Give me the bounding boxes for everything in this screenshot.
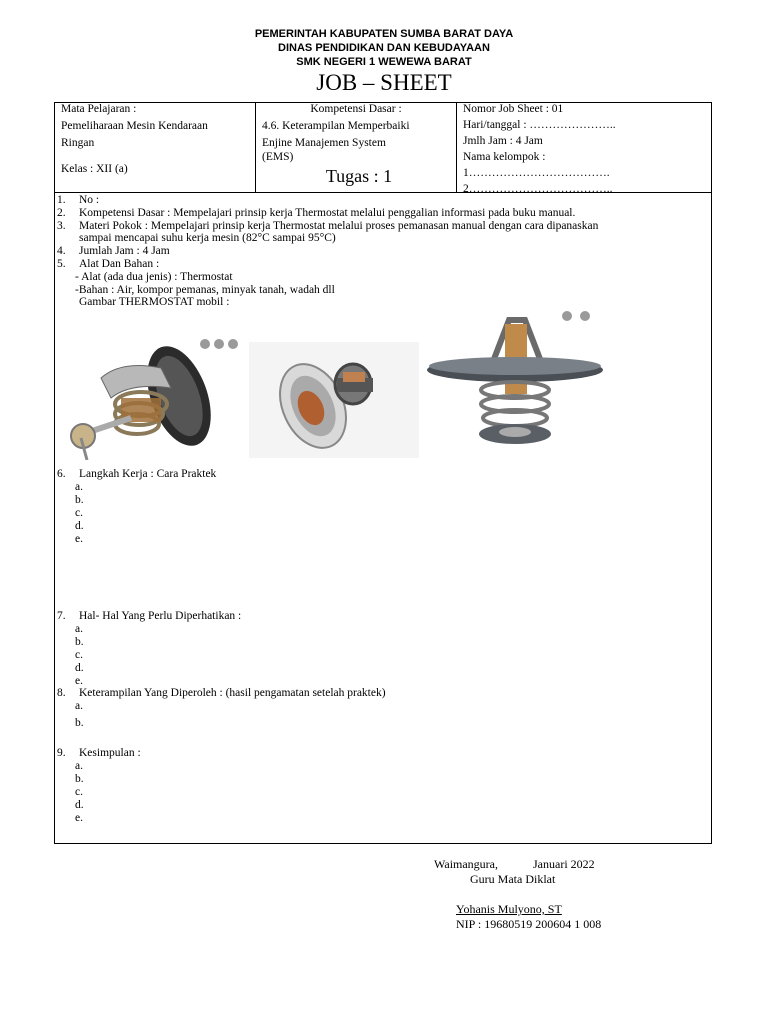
list-marker: a. [75, 700, 83, 712]
list-marker: a. [75, 481, 83, 493]
header-line-1: PEMERINTAH KABUPATEN SUMBA BARAT DAYA [254, 28, 514, 40]
image-control-icon [580, 311, 590, 321]
info-table [55, 103, 711, 193]
subject-cell [55, 103, 255, 192]
signature-role: Guru Mata Diklat [470, 872, 556, 886]
date-field: Hari/tanggal : ………………….. [463, 119, 616, 131]
item-sub-text: - Alat (ada dua jenis) : Thermostat [75, 271, 233, 283]
group-member-2: 2……………………………….. [463, 183, 613, 195]
list-marker: a. [75, 623, 83, 635]
job-sheet-box [54, 102, 712, 844]
competency-value-end: (EMS) [262, 151, 294, 163]
list-marker: e. [75, 675, 83, 687]
thermostat-image-1 [61, 338, 245, 460]
subject-label: Mata Pelajaran : [61, 103, 137, 115]
list-marker: c. [75, 786, 83, 798]
item-text: Hal- Hal Yang Perlu Diperhatikan : [79, 610, 242, 622]
list-marker: e. [75, 533, 83, 545]
item-text: Alat Dan Bahan : [79, 258, 160, 270]
item-number: 7. [57, 610, 66, 622]
signature-place: Waimangura, [434, 857, 499, 871]
list-marker: e. [75, 812, 83, 824]
class-label: Kelas : XII (a) [61, 163, 128, 175]
thermostat-image-2 [249, 342, 419, 458]
item-number: 3. [57, 220, 66, 232]
list-marker: d. [75, 799, 84, 811]
list-marker: c. [75, 507, 83, 519]
subject-value-cont: Ringan [61, 137, 95, 149]
item-text: Jumlah Jam : 4 Jam [79, 245, 170, 257]
item-number: 1. [57, 194, 66, 206]
task-number: Tugas : 1 [325, 166, 393, 186]
item-text: No : [79, 194, 100, 206]
item-sub-text: -Bahan : Air, kompor pemanas, minyak tanah, wadah dll [75, 284, 335, 296]
list-marker: b. [75, 717, 84, 729]
item-number: 6. [57, 468, 66, 480]
group-label: Nama kelompok : [463, 151, 546, 163]
list-marker: d. [75, 520, 84, 532]
header-line-3: SMK NEGERI 1 WEWEWA BARAT [296, 56, 472, 68]
subject-value: Pemeliharaan Mesin Kendaraan [61, 120, 208, 132]
jobsheet-number: Nomor Job Sheet : 01 [463, 103, 564, 115]
signature-date: Januari 2022 [533, 857, 595, 871]
image-control-icon [228, 339, 238, 349]
item-text: Keterampilan Yang Diperoleh : (hasil pengamatan setelah praktek) [79, 687, 386, 699]
competency-cell [255, 103, 456, 192]
group-member-1: 1………………………………. [463, 167, 610, 179]
thermostat-image-3 [425, 310, 605, 460]
image-control-icon [214, 339, 224, 349]
header-line-2: DINAS PENDIDIKAN DAN KEBUDAYAAN [278, 42, 490, 54]
list-marker: d. [75, 662, 84, 674]
item-text: Materi Pokok : Mempelajari prinsip kerja Thermostat melalui proses pemanasan manual dengan cara dipanaskan [79, 220, 599, 232]
competency-label: Kompetensi Dasar : [310, 103, 402, 115]
signature-name: Yohanis Mulyono, ST [456, 902, 562, 916]
signature-nip: NIP : 19680519 200604 1 008 [456, 917, 602, 931]
competency-value: 4.6. Keterampilan Memperbaiki [262, 120, 410, 132]
list-marker: b. [75, 636, 84, 648]
item-sub-text: Gambar THERMOSTAT mobil : [79, 296, 230, 308]
item-number: 8. [57, 687, 66, 699]
item-number: 4. [57, 245, 66, 257]
item-number: 9. [57, 747, 66, 759]
item-text-cont: sampai mencapai suhu kerja mesin (82°C sampai 95°C) [79, 232, 336, 244]
hours-field: Jmlh Jam : 4 Jam [463, 135, 543, 147]
item-number: 5. [57, 258, 66, 270]
jobsheet-info-cell [456, 103, 711, 195]
list-marker: b. [75, 494, 84, 506]
list-marker: c. [75, 649, 83, 661]
item-number: 2. [57, 207, 66, 219]
image-control-icon [562, 311, 572, 321]
item-text: Kesimpulan : [79, 747, 141, 759]
image-control-icon [200, 339, 210, 349]
item-text: Langkah Kerja : Cara Praktek [79, 468, 217, 480]
list-marker: a. [75, 760, 83, 772]
competency-value-cont: Enjine Manajemen System [262, 137, 386, 149]
item-text: Kompetensi Dasar : Mempelajari prinsip kerja Thermostat melalui penggalian informasi pada buku manual. [79, 207, 576, 219]
list-marker: b. [75, 773, 84, 785]
page-title: JOB – SHEET [316, 70, 452, 95]
